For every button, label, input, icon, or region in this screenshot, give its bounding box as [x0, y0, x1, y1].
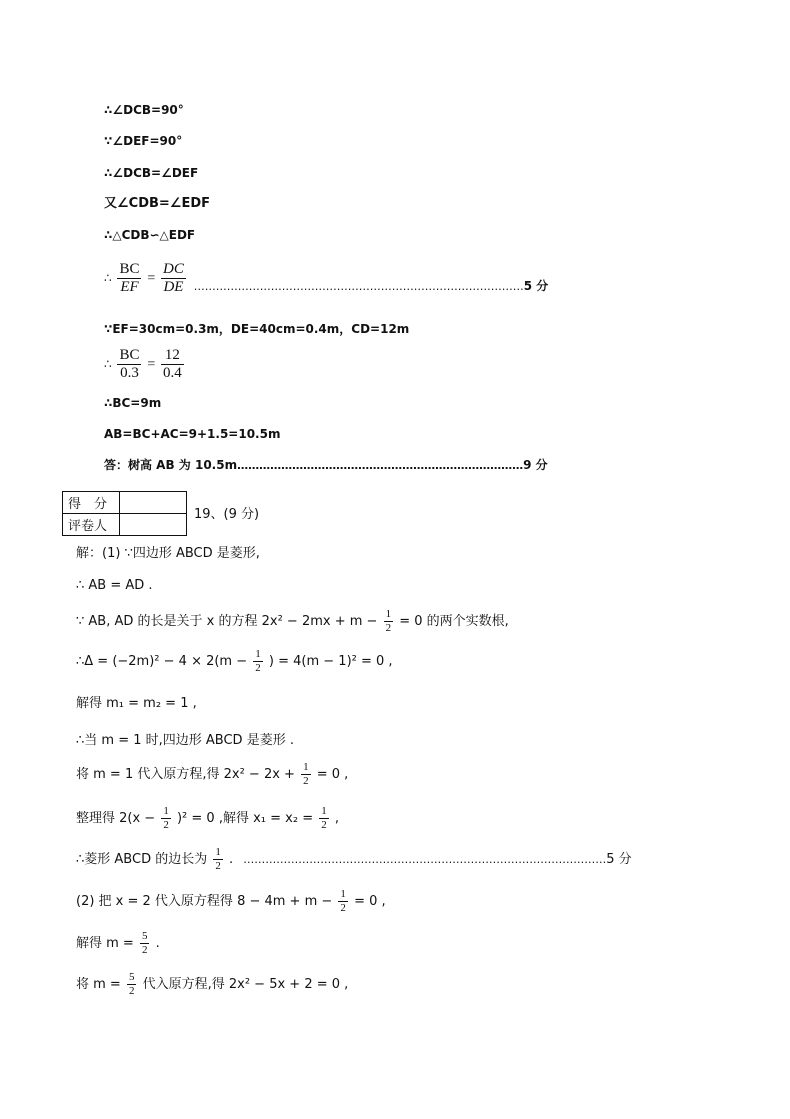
fraction-numerator: 1 — [255, 648, 261, 660]
equation-text: 整理得 2(x − — [76, 811, 156, 826]
fraction-five-halves — [140, 930, 150, 957]
score-mark: 5 分 — [606, 852, 632, 867]
leader-dots: …………………………………………………………………… — [237, 459, 524, 472]
fraction-numerator: 5 — [141, 930, 148, 942]
answer-text: 答：树高 AB 为 10.5m — [104, 458, 238, 472]
proof-line-bc-9: ∴BC=9m — [104, 396, 162, 410]
fraction-numerator: 1 — [385, 608, 392, 620]
proof-line-dcb-90: ∴∠DCB=90° — [104, 103, 184, 117]
grader-label: 评卷人 — [63, 514, 120, 536]
q19-step-discriminant — [76, 645, 393, 679]
grader-blank-cell — [120, 514, 187, 536]
equation-text: = 0 的两个实数根, — [399, 614, 509, 629]
fraction-one-half — [253, 648, 263, 675]
fraction-denominator: 0.3 — [120, 365, 139, 381]
fraction-denominator: 0.4 — [163, 365, 182, 381]
proof-line-angles-equal: ∴∠DCB=∠DEF — [104, 166, 199, 180]
fraction-numerator: BC — [119, 261, 140, 277]
fraction-numerator: 1 — [163, 805, 169, 817]
equation-text: 代入原方程,得 2x² − 5x + 2 = 0 , — [142, 977, 349, 992]
score-label: 得 分 — [63, 492, 120, 514]
equation-text: ∴菱形 ABCD 的边长为 — [76, 852, 208, 867]
fraction-numerator: 12 — [161, 347, 184, 365]
leader-dots: ……………………………………………………………………………… — [193, 280, 524, 293]
fraction-12-0.4 — [161, 347, 184, 382]
fraction-denominator: 2 — [385, 622, 392, 634]
fraction-numerator: 1 — [321, 805, 327, 817]
fraction-denominator: 2 — [255, 662, 261, 674]
fraction-one-half — [384, 608, 394, 635]
q19-step-simplify — [76, 802, 339, 836]
q19-step-side-length — [76, 843, 632, 877]
leader-dots: ……………………………………………………………………………………… — [243, 853, 607, 866]
fraction-denominator: 2 — [128, 985, 135, 997]
fraction-numerator: 1 — [340, 888, 346, 900]
question-19-title: 19、(9 分) — [194, 507, 260, 522]
q19-step-when-m-1: ∴当 m = 1 时,四边形 ABCD 是菱形 . — [76, 733, 294, 748]
answer-line — [104, 457, 548, 474]
fraction-numerator: 1 — [303, 761, 309, 773]
equation-text: (2) 把 x = 2 代入原方程得 8 − 4m + m − — [76, 894, 333, 909]
fraction-denominator: 2 — [340, 902, 346, 914]
fraction-bc-0.3 — [117, 347, 141, 382]
q19-step-solve-m: 解得 m₁ = m₂ = 1 , — [76, 696, 197, 711]
equation-text: . — [229, 852, 234, 867]
therefore-symbol: ∴ — [104, 271, 112, 285]
equation-text: ) = 4(m − 1)² = 0 , — [268, 654, 393, 669]
q19-part2-substitute-m — [76, 968, 348, 1002]
fraction-one-half — [161, 805, 171, 832]
proof-line-def-90: ∵∠DEF=90° — [104, 134, 183, 148]
equals-sign: = — [147, 357, 156, 372]
equation-text: . — [155, 936, 160, 951]
fraction-one-half — [213, 846, 223, 873]
q19-step-roots — [76, 605, 509, 639]
equation-text: 将 m = 1 代入原方程,得 2x² − 2x + — [76, 767, 295, 782]
equation-text: ∵ AB, AD 的长是关于 x 的方程 2x² − 2mx + m − — [76, 614, 378, 629]
proof-line-ab-sum: AB=BC+AC=9+1.5=10.5m — [104, 427, 281, 441]
fraction-one-half — [338, 888, 348, 915]
proof-line-similar-triangles: ∴△CDB∽△EDF — [104, 228, 196, 242]
equation-text: , — [334, 811, 340, 826]
equation-text: 将 m = — [76, 977, 121, 992]
q19-part2-substitute-x-2 — [76, 885, 386, 919]
equation-text: = 0 , — [354, 894, 386, 909]
score-mark: 9 分 — [523, 458, 548, 472]
fraction-five-halves — [127, 971, 137, 998]
score-blank-cell — [120, 492, 187, 514]
fraction-dc-de — [161, 261, 186, 296]
fraction-denominator: 2 — [215, 860, 221, 872]
fraction-one-half — [319, 805, 329, 832]
equation-text: )² = 0 ,解得 x₁ = x₂ = — [176, 811, 314, 826]
equation-text: = 0 , — [316, 767, 349, 782]
equation-text: 解得 m = — [76, 936, 134, 951]
given-measurements: ∵EF=30cm=0.3m，DE=40cm=0.4m，CD=12m — [104, 322, 410, 336]
q19-step-substitute-m-1 — [76, 758, 348, 792]
fraction-denominator: 2 — [303, 775, 309, 787]
q19-step-rhombus: 解：(1) ∵四边形 ABCD 是菱形, — [76, 546, 260, 561]
q19-part2-solve-m — [76, 927, 160, 961]
proof-line-vertical-angles: 又∠CDB=∠EDF — [104, 196, 210, 211]
equation-text: ∴Δ = (−2m)² − 4 × 2(m − — [76, 654, 248, 669]
fraction-bc-ef — [117, 261, 141, 296]
fraction-denominator: 2 — [141, 944, 148, 956]
fraction-denominator: EF — [120, 279, 139, 295]
equals-sign: = — [147, 271, 156, 286]
proportion-equation-1 — [104, 258, 548, 307]
fraction-denominator: DE — [163, 279, 184, 295]
proportion-equation-2 — [104, 344, 186, 385]
score-mark: 5 分 — [523, 279, 549, 293]
fraction-one-half — [301, 761, 311, 788]
fraction-numerator: 1 — [215, 846, 221, 858]
therefore-symbol: ∴ — [104, 357, 112, 371]
fraction-numerator: DC — [163, 261, 184, 277]
q19-step-ab-ad: ∴ AB = AD . — [76, 578, 153, 593]
fraction-numerator: 5 — [128, 971, 135, 983]
fraction-denominator: 2 — [321, 819, 327, 831]
score-table — [62, 491, 187, 536]
fraction-denominator: 2 — [163, 819, 169, 831]
fraction-numerator: BC — [119, 347, 140, 363]
